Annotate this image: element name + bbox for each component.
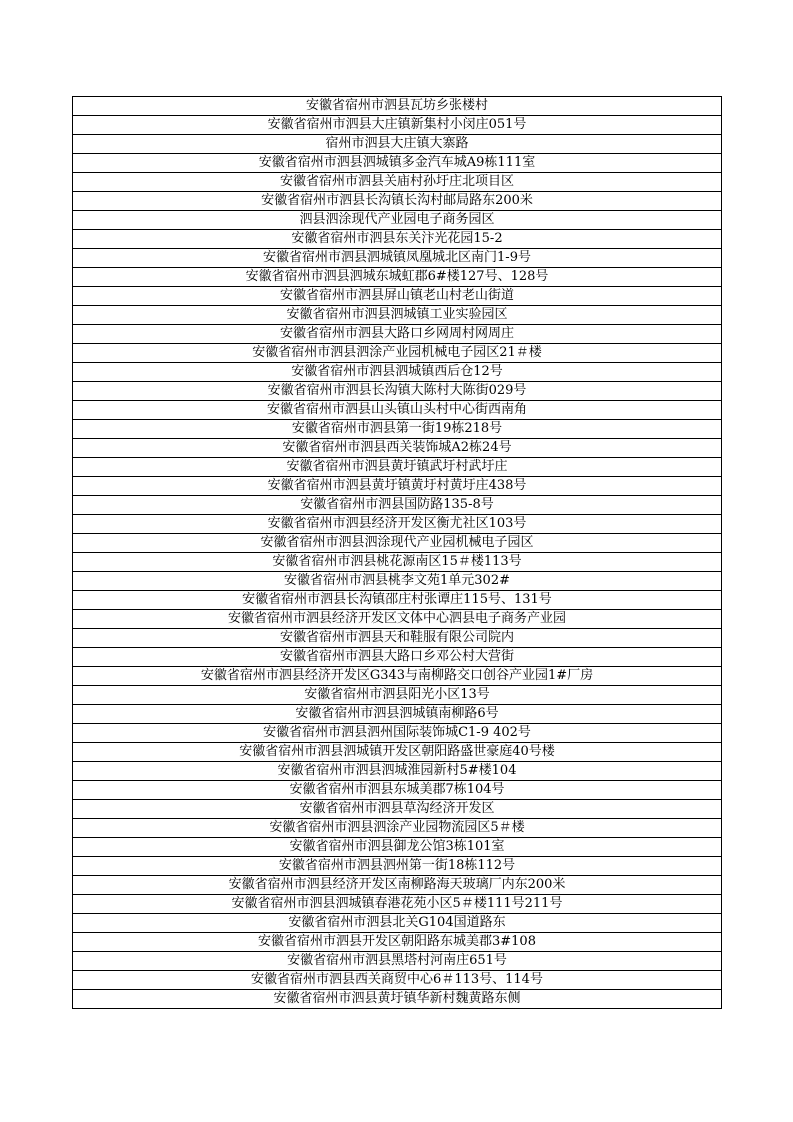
table-row xyxy=(73,648,722,667)
table-row xyxy=(73,534,722,553)
address-cell: 安徽省宿州市泗县大路口乡邓公村大营街 xyxy=(73,648,722,667)
table-row xyxy=(73,914,722,933)
address-cell: 安徽省宿州市泗县泗城镇凤凰城北区南门1-9号 xyxy=(73,249,722,268)
address-cell: 安徽省宿州市泗县阳光小区13号 xyxy=(73,686,722,705)
table-row xyxy=(73,971,722,990)
address-cell: 安徽省宿州市泗县泗城镇春港花苑小区5＃楼111号211号 xyxy=(73,895,722,914)
address-cell: 安徽省宿州市泗县泗城东城虹郡6#楼127号、128号 xyxy=(73,268,722,287)
table-row xyxy=(73,762,722,781)
address-cell: 安徽省宿州市泗县桃花源南区15＃楼113号 xyxy=(73,553,722,572)
table-row xyxy=(73,363,722,382)
table-row xyxy=(73,287,722,306)
table-row xyxy=(73,819,722,838)
table-row xyxy=(73,97,722,116)
address-cell: 安徽省宿州市泗县泗涂现代产业园机械电子园区 xyxy=(73,534,722,553)
address-cell: 安徽省宿州市泗县泗城镇西后仓12号 xyxy=(73,363,722,382)
address-cell: 安徽省宿州市泗县泗州国际装饰城C1-9 402号 xyxy=(73,724,722,743)
address-cell: 安徽省宿州市泗县西关装饰城A2栋24号 xyxy=(73,439,722,458)
address-cell: 安徽省宿州市泗县黄圩镇黄圩村黄圩庄438号 xyxy=(73,477,722,496)
address-cell: 安徽省宿州市泗县大路口乡网周村网周庄 xyxy=(73,325,722,344)
address-cell: 安徽省宿州市泗县泗涂产业园机械电子园区21＃楼 xyxy=(73,344,722,363)
table-row xyxy=(73,838,722,857)
table-row xyxy=(73,154,722,173)
table-row xyxy=(73,135,722,154)
table-row xyxy=(73,743,722,762)
address-cell: 安徽省宿州市泗县瓦坊乡张楼村 xyxy=(73,97,722,116)
address-cell: 安徽省宿州市泗县长沟镇长沟村邮局路东200米 xyxy=(73,192,722,211)
address-cell: 宿州市泗县大庄镇大寨路 xyxy=(73,135,722,154)
table-row xyxy=(73,610,722,629)
table-row xyxy=(73,230,722,249)
table-row xyxy=(73,876,722,895)
table-row xyxy=(73,268,722,287)
address-cell: 安徽省宿州市泗县御龙公馆3栋101室 xyxy=(73,838,722,857)
table-row xyxy=(73,553,722,572)
table-row xyxy=(73,857,722,876)
table-row xyxy=(73,591,722,610)
table-row xyxy=(73,192,722,211)
address-cell: 安徽省宿州市泗县桃李文苑1单元302# xyxy=(73,572,722,591)
address-cell: 安徽省宿州市泗县经济开发区文体中心泗县电子商务产业园 xyxy=(73,610,722,629)
address-cell: 安徽省宿州市泗县东关汴光花园15-2 xyxy=(73,230,722,249)
table-row xyxy=(73,705,722,724)
table-row xyxy=(73,952,722,971)
table-row xyxy=(73,173,722,192)
table-row xyxy=(73,420,722,439)
address-cell: 安徽省宿州市泗县泗城镇工业实验园区 xyxy=(73,306,722,325)
table-row xyxy=(73,800,722,819)
table-row xyxy=(73,724,722,743)
table-row xyxy=(73,458,722,477)
address-cell: 安徽省宿州市泗县大庄镇新集村小闵庄051号 xyxy=(73,116,722,135)
address-sheet xyxy=(72,96,722,1009)
address-cell: 安徽省宿州市泗县长沟镇大陈村大陈街029号 xyxy=(73,382,722,401)
table-row xyxy=(73,515,722,534)
address-cell: 安徽省宿州市泗县经济开发区南柳路海天玻璃厂内东200米 xyxy=(73,876,722,895)
address-cell: 安徽省宿州市泗县泗城镇多金汽车城A9栋111室 xyxy=(73,154,722,173)
table-row xyxy=(73,781,722,800)
address-cell: 安徽省宿州市泗县泗城镇开发区朝阳路盛世豪庭40号楼 xyxy=(73,743,722,762)
table-row xyxy=(73,990,722,1009)
address-table xyxy=(72,96,722,1009)
address-cell: 安徽省宿州市泗县黄圩镇华新村魏黄路东侧 xyxy=(73,990,722,1009)
address-cell: 安徽省宿州市泗县泗城淮园新村5#楼104 xyxy=(73,762,722,781)
address-cell: 安徽省宿州市泗县黑塔村河南庄651号 xyxy=(73,952,722,971)
address-cell: 安徽省宿州市泗县国防路135-8号 xyxy=(73,496,722,515)
table-row xyxy=(73,249,722,268)
address-cell: 安徽省宿州市泗县北关G104国道路东 xyxy=(73,914,722,933)
address-cell: 安徽省宿州市泗县山头镇山头村中心街西南角 xyxy=(73,401,722,420)
table-row xyxy=(73,211,722,230)
address-cell: 安徽省宿州市泗县天和鞋服有限公司院内 xyxy=(73,629,722,648)
address-cell: 安徽省宿州市泗县关庙村孙圩庄北项目区 xyxy=(73,173,722,192)
address-cell: 安徽省宿州市泗县长沟镇邵庄村张谭庄115号、131号 xyxy=(73,591,722,610)
address-cell: 泗县泗涂现代产业园电子商务园区 xyxy=(73,211,722,230)
address-cell: 安徽省宿州市泗县屏山镇老山村老山街道 xyxy=(73,287,722,306)
address-cell: 安徽省宿州市泗县泗涂产业园物流园区5＃楼 xyxy=(73,819,722,838)
table-row xyxy=(73,629,722,648)
table-row xyxy=(73,325,722,344)
address-cell: 安徽省宿州市泗县泗州第一街18栋112号 xyxy=(73,857,722,876)
table-row xyxy=(73,667,722,686)
address-cell: 安徽省宿州市泗县草沟经济开发区 xyxy=(73,800,722,819)
address-cell: 安徽省宿州市泗县开发区朝阳路东城美郡3#108 xyxy=(73,933,722,952)
table-row xyxy=(73,933,722,952)
address-cell: 安徽省宿州市泗县经济开发区G343与南柳路交口创谷产业园1#厂房 xyxy=(73,667,722,686)
table-row xyxy=(73,382,722,401)
table-row xyxy=(73,439,722,458)
address-cell: 安徽省宿州市泗县经济开发区衡尤社区103号 xyxy=(73,515,722,534)
table-row xyxy=(73,572,722,591)
address-cell: 安徽省宿州市泗县黄圩镇武圩村武圩庄 xyxy=(73,458,722,477)
table-row xyxy=(73,344,722,363)
table-row xyxy=(73,895,722,914)
table-row xyxy=(73,401,722,420)
address-cell: 安徽省宿州市泗县第一街19栋218号 xyxy=(73,420,722,439)
address-cell: 安徽省宿州市泗县东城美郡7栋104号 xyxy=(73,781,722,800)
address-cell: 安徽省宿州市泗县泗城镇南柳路6号 xyxy=(73,705,722,724)
table-row xyxy=(73,116,722,135)
address-cell: 安徽省宿州市泗县西关商贸中心6＃113号、114号 xyxy=(73,971,722,990)
address-table-body xyxy=(73,97,722,1009)
table-row xyxy=(73,306,722,325)
table-row xyxy=(73,686,722,705)
table-row xyxy=(73,496,722,515)
table-row xyxy=(73,477,722,496)
